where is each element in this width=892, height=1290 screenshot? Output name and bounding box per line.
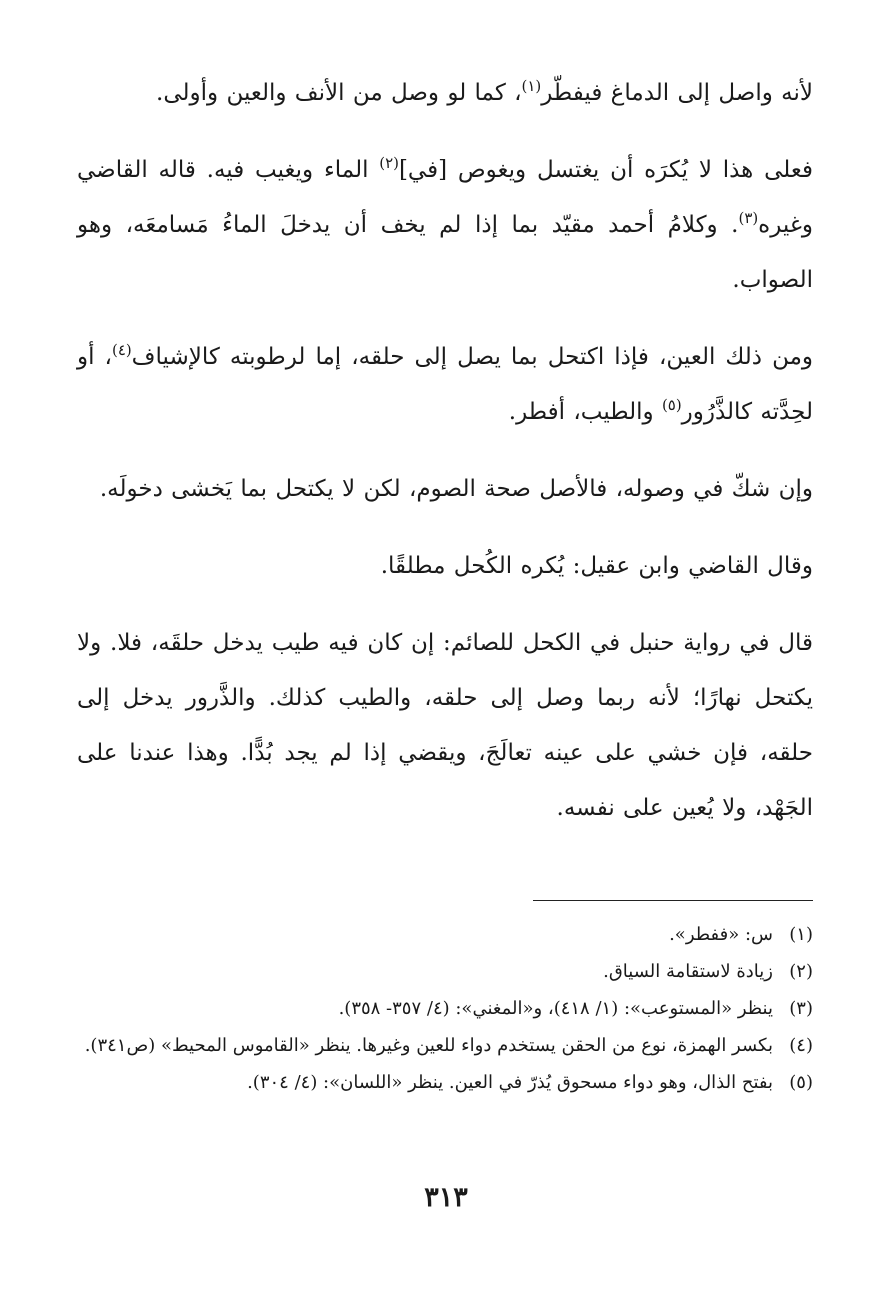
footnote-marker: (٢) <box>379 154 399 173</box>
paragraph <box>77 616 813 836</box>
text-run: قال في رواية حنبل في الكحل للصائم: إن كان فيه طيب يدخل حلقَه، فلا. ولا يكتحل نهارًا؛ لأنه ربما وصل إلى حلقه، والطيب كذلك. والذَّرور يدخل إلى حلقه، فإن خشي على عينه تعالَجَ، ويقضي إذا لم يجد بُدًّا. وهذا عندنا على الجَهْد، ولا يُعين على نفسه. <box>77 630 813 821</box>
footnote-text: بفتح الذال، وهو دواء مسحوق يُذرّ في العين. ينظر «اللسان»: (٤/ ٣٠٤). <box>247 1072 773 1093</box>
text-run: الماء ويغيب فيه. قاله القاضي وغيره <box>77 157 813 238</box>
footnote-number: (٤) <box>789 1035 813 1056</box>
footnote <box>77 916 813 953</box>
text-run: ومن ذلك العين، فإذا اكتحل بما يصل إلى حلقه، إما لرطوبته كالإشياف <box>131 344 814 370</box>
text-run: لأنه واصل إلى الدماغ فيفطّر <box>541 80 813 106</box>
footnote <box>77 1064 813 1101</box>
footnote <box>77 990 813 1027</box>
text-run: فعلى هذا لا يُكرَه أن يغتسل ويغوص [في] <box>398 157 813 183</box>
footnote-number: (٢) <box>789 961 813 982</box>
text-run: والطيب، أفطر. <box>508 399 662 425</box>
footnote-number: (٣) <box>789 998 813 1019</box>
footnote-text: زيادة لاستقامة السياق. <box>603 961 773 982</box>
footnote-marker: (٣) <box>738 209 759 228</box>
page-number: ٣١٣ <box>424 1182 468 1213</box>
footnote-text: بكسر الهمزة، نوع من الحقن يستخدم دواء للعين وغيرها. ينظر «القاموس المحيط» (ص٣٤١). <box>84 1035 773 1056</box>
footnotes <box>77 916 813 1101</box>
paragraph <box>77 66 813 121</box>
footnote-number: (٥) <box>789 1072 813 1093</box>
text-run: وإن شكّ في وصوله، فالأصل صحة الصوم، لكن لا يكتحل بما يَخشى دخولَه. <box>99 476 813 502</box>
footnote-marker: (٤) <box>111 341 132 360</box>
paragraph <box>77 462 813 517</box>
footnote-marker: (٥) <box>661 396 682 415</box>
main-text <box>77 66 813 858</box>
paragraph <box>77 330 813 440</box>
paragraph <box>77 143 813 308</box>
footnote-number: (١) <box>789 924 813 945</box>
text-run: . وكلامُ أحمد مقيّد بما إذا لم يخف أن يدخلَ الماءُ مَسامعَه، وهو الصواب. <box>77 212 813 293</box>
footnote-separator <box>533 900 813 901</box>
text-run: ، أو لحِدَّته كالذَّرُور <box>77 344 813 425</box>
footnote-text: ينظر «المستوعب»: (١/ ٤١٨)، و«المغني»: (٤/ ٣٥٧- ٣٥٨). <box>338 998 773 1019</box>
text-run: وقال القاضي وابن عقيل: يُكره الكُحل مطلقًا. <box>380 553 813 579</box>
text-run: ، كما لو وصل من الأنف والعين وأولى. <box>156 80 522 106</box>
footnote <box>77 953 813 990</box>
footnote-text: س: «ففطر». <box>669 924 773 945</box>
paragraph <box>77 539 813 594</box>
footnote-marker: (١) <box>521 77 542 96</box>
footnote <box>77 1027 813 1064</box>
